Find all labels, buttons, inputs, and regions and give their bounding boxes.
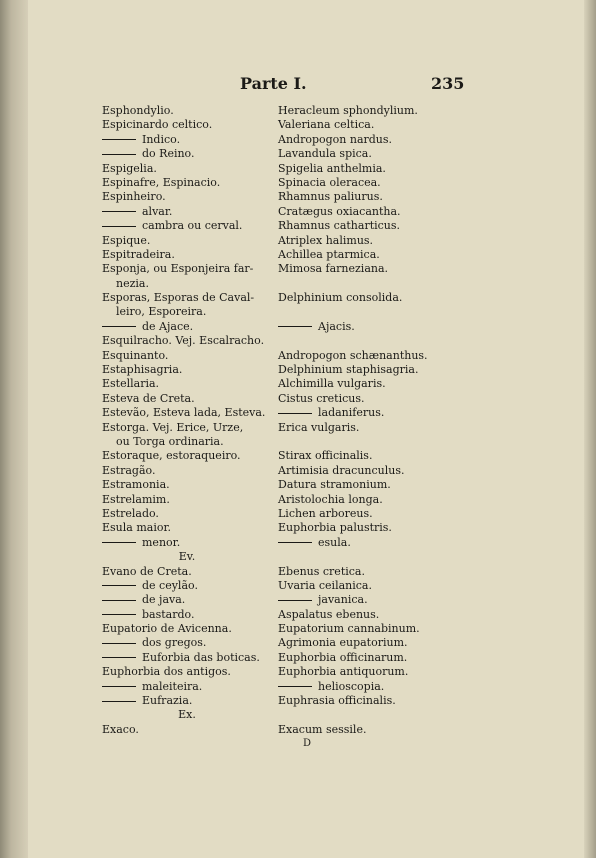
portuguese-entry <box>102 636 272 650</box>
entry-text: Eupatorium cannabinum. <box>278 622 420 636</box>
entry-text: Lavandula spica. <box>278 147 372 161</box>
entry-text: Exaco. <box>102 722 139 736</box>
entry-text: Cratægus oxiacantha. <box>278 204 401 218</box>
latin-entry <box>278 262 428 276</box>
portuguese-entry <box>102 147 272 161</box>
entry-text: Spigelia anthelmia. <box>278 161 386 175</box>
entry-text: Ev. <box>178 550 196 564</box>
entry-text: Spinacia oleracea. <box>278 175 381 189</box>
portuguese-entry <box>102 464 272 478</box>
latin-entry <box>278 507 428 521</box>
entry-text: Stirax officinalis. <box>278 449 373 463</box>
entry-text: Aristolochia longa. <box>278 492 383 506</box>
ditto-dash <box>102 211 136 212</box>
portuguese-entry <box>102 723 272 737</box>
entry-text: Espigelia. <box>102 161 157 175</box>
entry-text: Rhamnus catharticus. <box>278 219 401 233</box>
entry-text: Esphondylio. <box>102 104 174 117</box>
entry-text: Euphorbia officinarum. <box>278 650 408 664</box>
portuguese-entry <box>102 377 272 391</box>
latin-entry <box>278 234 428 248</box>
entry-text: Exacum sessile. <box>278 722 367 736</box>
entry-text: Delphinium consolida. <box>278 291 403 305</box>
entry-text: Esporas, Esporas de Caval- <box>102 291 255 305</box>
portuguese-entry <box>102 305 272 319</box>
portuguese-entry <box>102 478 272 492</box>
ditto-dash <box>102 154 136 155</box>
entry-text: Estorga. Vej. Erice, Urze, <box>102 420 244 434</box>
ditto-dash <box>278 326 312 327</box>
portuguese-entry <box>102 363 272 377</box>
entry-text: do Reino. <box>142 147 195 161</box>
latin-entry <box>278 565 428 579</box>
latin-entry <box>278 363 428 377</box>
latin-entry <box>278 377 428 391</box>
latin-entry <box>278 133 428 147</box>
portuguese-entry <box>102 406 272 420</box>
entry-text: Estrelado. <box>102 506 159 520</box>
portuguese-names-column <box>102 104 272 737</box>
latin-entry <box>278 579 428 593</box>
entry-text: Estragão. <box>102 463 156 477</box>
latin-entry <box>278 694 428 708</box>
latin-entry <box>278 478 428 492</box>
ditto-dash <box>102 701 136 702</box>
entry-text: esula. <box>318 535 351 549</box>
entry-text: Heracleum sphondylium. <box>278 104 418 117</box>
portuguese-entry <box>102 118 272 132</box>
portuguese-entry <box>102 190 272 204</box>
portuguese-entry <box>102 651 272 665</box>
entry-text: Ebenus cretica. <box>278 564 365 578</box>
entry-text: maleiteira. <box>142 679 203 693</box>
entry-text: cambra ou cerval. <box>142 219 243 233</box>
portuguese-entry <box>102 133 272 147</box>
entry-text: Artimisia dracunculus. <box>278 463 405 477</box>
entry-text: Esponja, ou Esponjeira far- <box>102 262 254 276</box>
portuguese-entry <box>102 277 272 291</box>
portuguese-entry <box>102 694 272 708</box>
latin-entry <box>278 176 428 190</box>
latin-entry <box>278 464 428 478</box>
blank-line <box>278 334 428 348</box>
latin-entry <box>278 219 428 233</box>
entry-text: Cistus creticus. <box>278 391 365 405</box>
ditto-dash <box>102 226 136 227</box>
latin-entry <box>278 608 428 622</box>
page-gutter <box>0 0 28 858</box>
latin-entry <box>278 104 428 118</box>
blank-line <box>278 305 428 319</box>
portuguese-entry <box>102 334 272 348</box>
entry-text: Eupatorio de Avicenna. <box>102 622 232 636</box>
page-title: Parte I. <box>240 74 307 93</box>
entry-text: ladaniferus. <box>318 406 385 420</box>
entry-text: leiro, Esporeira. <box>116 305 207 319</box>
entry-text: Ajacis. <box>318 319 355 333</box>
blank-line <box>278 435 428 449</box>
entry-text: Lichen arboreus. <box>278 506 373 520</box>
latin-entry <box>278 493 428 507</box>
entry-text: Uvaria ceilanica. <box>278 578 372 592</box>
portuguese-entry <box>102 680 272 694</box>
portuguese-entry <box>102 248 272 262</box>
portuguese-entry <box>102 622 272 636</box>
entry-text: Euphorbia dos antigos. <box>102 665 231 679</box>
blank-line <box>278 708 428 722</box>
portuguese-entry <box>102 521 272 535</box>
portuguese-entry <box>102 262 272 276</box>
entry-text: Andropogon nardus. <box>278 132 393 146</box>
entry-text: Indico. <box>142 132 181 146</box>
entry-text: Espicinardo celtico. <box>102 118 213 132</box>
portuguese-entry <box>102 392 272 406</box>
portuguese-entry <box>102 234 272 248</box>
latin-entry <box>278 190 428 204</box>
entry-text: Evano de Creta. <box>102 564 192 578</box>
entry-text: Delphinium staphisagria. <box>278 363 419 377</box>
entry-text: de ceylão. <box>142 578 198 592</box>
entry-text: bastardo. <box>142 607 195 621</box>
latin-entry <box>278 536 428 550</box>
entry-text: Achillea ptarmica. <box>278 247 380 261</box>
portuguese-entry <box>102 593 272 607</box>
entry-text: Estramonia. <box>102 478 170 492</box>
ditto-dash <box>278 686 312 687</box>
entry-text: Mimosa farneziana. <box>278 262 389 276</box>
latin-entry <box>278 680 428 694</box>
entry-text: Andropogon schænanthus. <box>278 348 428 362</box>
ditto-dash <box>278 413 312 414</box>
portuguese-entry <box>102 205 272 219</box>
latin-entry <box>278 636 428 650</box>
entry-text: helioscopia. <box>318 679 385 693</box>
latin-entry <box>278 665 428 679</box>
entry-text: Estaphisagria. <box>102 363 183 377</box>
latin-entry <box>278 449 428 463</box>
latin-entry <box>278 406 428 420</box>
entry-text: dos gregos. <box>142 636 207 650</box>
entry-text: Estrelamim. <box>102 492 170 506</box>
ditto-dash <box>102 643 136 644</box>
portuguese-entry <box>102 421 272 435</box>
ditto-dash <box>102 614 136 615</box>
latin-entry <box>278 162 428 176</box>
entry-text: Datura stramonium. <box>278 478 391 492</box>
blank-line <box>278 550 428 564</box>
latin-entry <box>278 622 428 636</box>
portuguese-entry <box>102 507 272 521</box>
entry-text: Alchimilla vulgaris. <box>278 377 386 391</box>
entry-text: menor. <box>142 535 181 549</box>
portuguese-entry <box>102 320 272 334</box>
portuguese-entry <box>102 162 272 176</box>
entry-text: Esula maior. <box>102 521 172 535</box>
portuguese-entry <box>102 176 272 190</box>
portuguese-entry <box>102 435 272 449</box>
portuguese-entry <box>102 449 272 463</box>
entry-text: de java. <box>142 593 186 607</box>
latin-entry <box>278 723 428 737</box>
latin-entry <box>278 248 428 262</box>
entry-text: Euphrasia officinalis. <box>278 694 396 708</box>
latin-entry <box>278 651 428 665</box>
entry-text: Estellaria. <box>102 377 160 391</box>
latin-names-column <box>278 104 428 737</box>
portuguese-entry <box>102 349 272 363</box>
entry-text: Euphorbia palustris. <box>278 521 392 535</box>
entry-text: Estoraque, estoraqueiro. <box>102 449 241 463</box>
entry-text: Agrimonia eupatorium. <box>278 636 408 650</box>
ditto-dash <box>102 600 136 601</box>
entry-text: Rhamnus paliurus. <box>278 190 383 204</box>
entry-text: Esteva de Creta. <box>102 391 195 405</box>
entry-text: nezia. <box>116 276 149 290</box>
latin-entry <box>278 521 428 535</box>
section-heading <box>102 550 272 564</box>
entry-text: Aspalatus ebenus. <box>278 607 380 621</box>
portuguese-entry <box>102 219 272 233</box>
latin-entry <box>278 320 428 334</box>
page-number: 235 <box>431 74 465 93</box>
entry-text: Esquilracho. Vej. Escalracho. <box>102 334 265 348</box>
entry-text: Erica vulgaris. <box>278 420 360 434</box>
portuguese-entry <box>102 579 272 593</box>
entry-text: Espinheiro. <box>102 190 166 204</box>
latin-entry <box>278 205 428 219</box>
signature-mark: D <box>303 738 312 749</box>
latin-entry <box>278 392 428 406</box>
entry-text: Espique. <box>102 233 151 247</box>
entry-text: alvar. <box>142 204 173 218</box>
section-heading <box>102 708 272 722</box>
latin-entry <box>278 147 428 161</box>
portuguese-entry <box>102 665 272 679</box>
latin-entry <box>278 118 428 132</box>
entry-text: javanica. <box>318 593 368 607</box>
ditto-dash <box>102 657 136 658</box>
ditto-dash <box>102 542 136 543</box>
blank-line <box>278 277 428 291</box>
ditto-dash <box>102 326 136 327</box>
entry-text: Espinafre, Espinacio. <box>102 175 221 189</box>
entry-text: Estevão, Esteva lada, Esteva. <box>102 406 266 420</box>
entry-text: Eufrazia. <box>142 694 193 708</box>
latin-entry <box>278 291 428 305</box>
portuguese-entry <box>102 565 272 579</box>
ditto-dash <box>278 600 312 601</box>
portuguese-entry <box>102 291 272 305</box>
ditto-dash <box>102 139 136 140</box>
entry-text: ou Torga ordinaria. <box>116 434 224 448</box>
latin-entry <box>278 349 428 363</box>
entry-text: de Ajace. <box>142 319 194 333</box>
portuguese-entry <box>102 536 272 550</box>
portuguese-entry <box>102 493 272 507</box>
entry-text: Atriplex halimus. <box>278 233 374 247</box>
entry-text: Esquinanto. <box>102 348 169 362</box>
ditto-dash <box>102 585 136 586</box>
entry-text: Ex. <box>178 708 196 722</box>
entry-text: Valeriana celtica. <box>278 118 375 132</box>
ditto-dash <box>278 542 312 543</box>
page-edge <box>584 0 596 858</box>
portuguese-entry <box>102 104 272 118</box>
ditto-dash <box>102 686 136 687</box>
entry-text: Euphorbia antiquorum. <box>278 665 409 679</box>
portuguese-entry <box>102 608 272 622</box>
entry-text: Espitradeira. <box>102 247 175 261</box>
entry-text: Euforbia das boticas. <box>142 650 260 664</box>
latin-entry <box>278 421 428 435</box>
latin-entry <box>278 593 428 607</box>
